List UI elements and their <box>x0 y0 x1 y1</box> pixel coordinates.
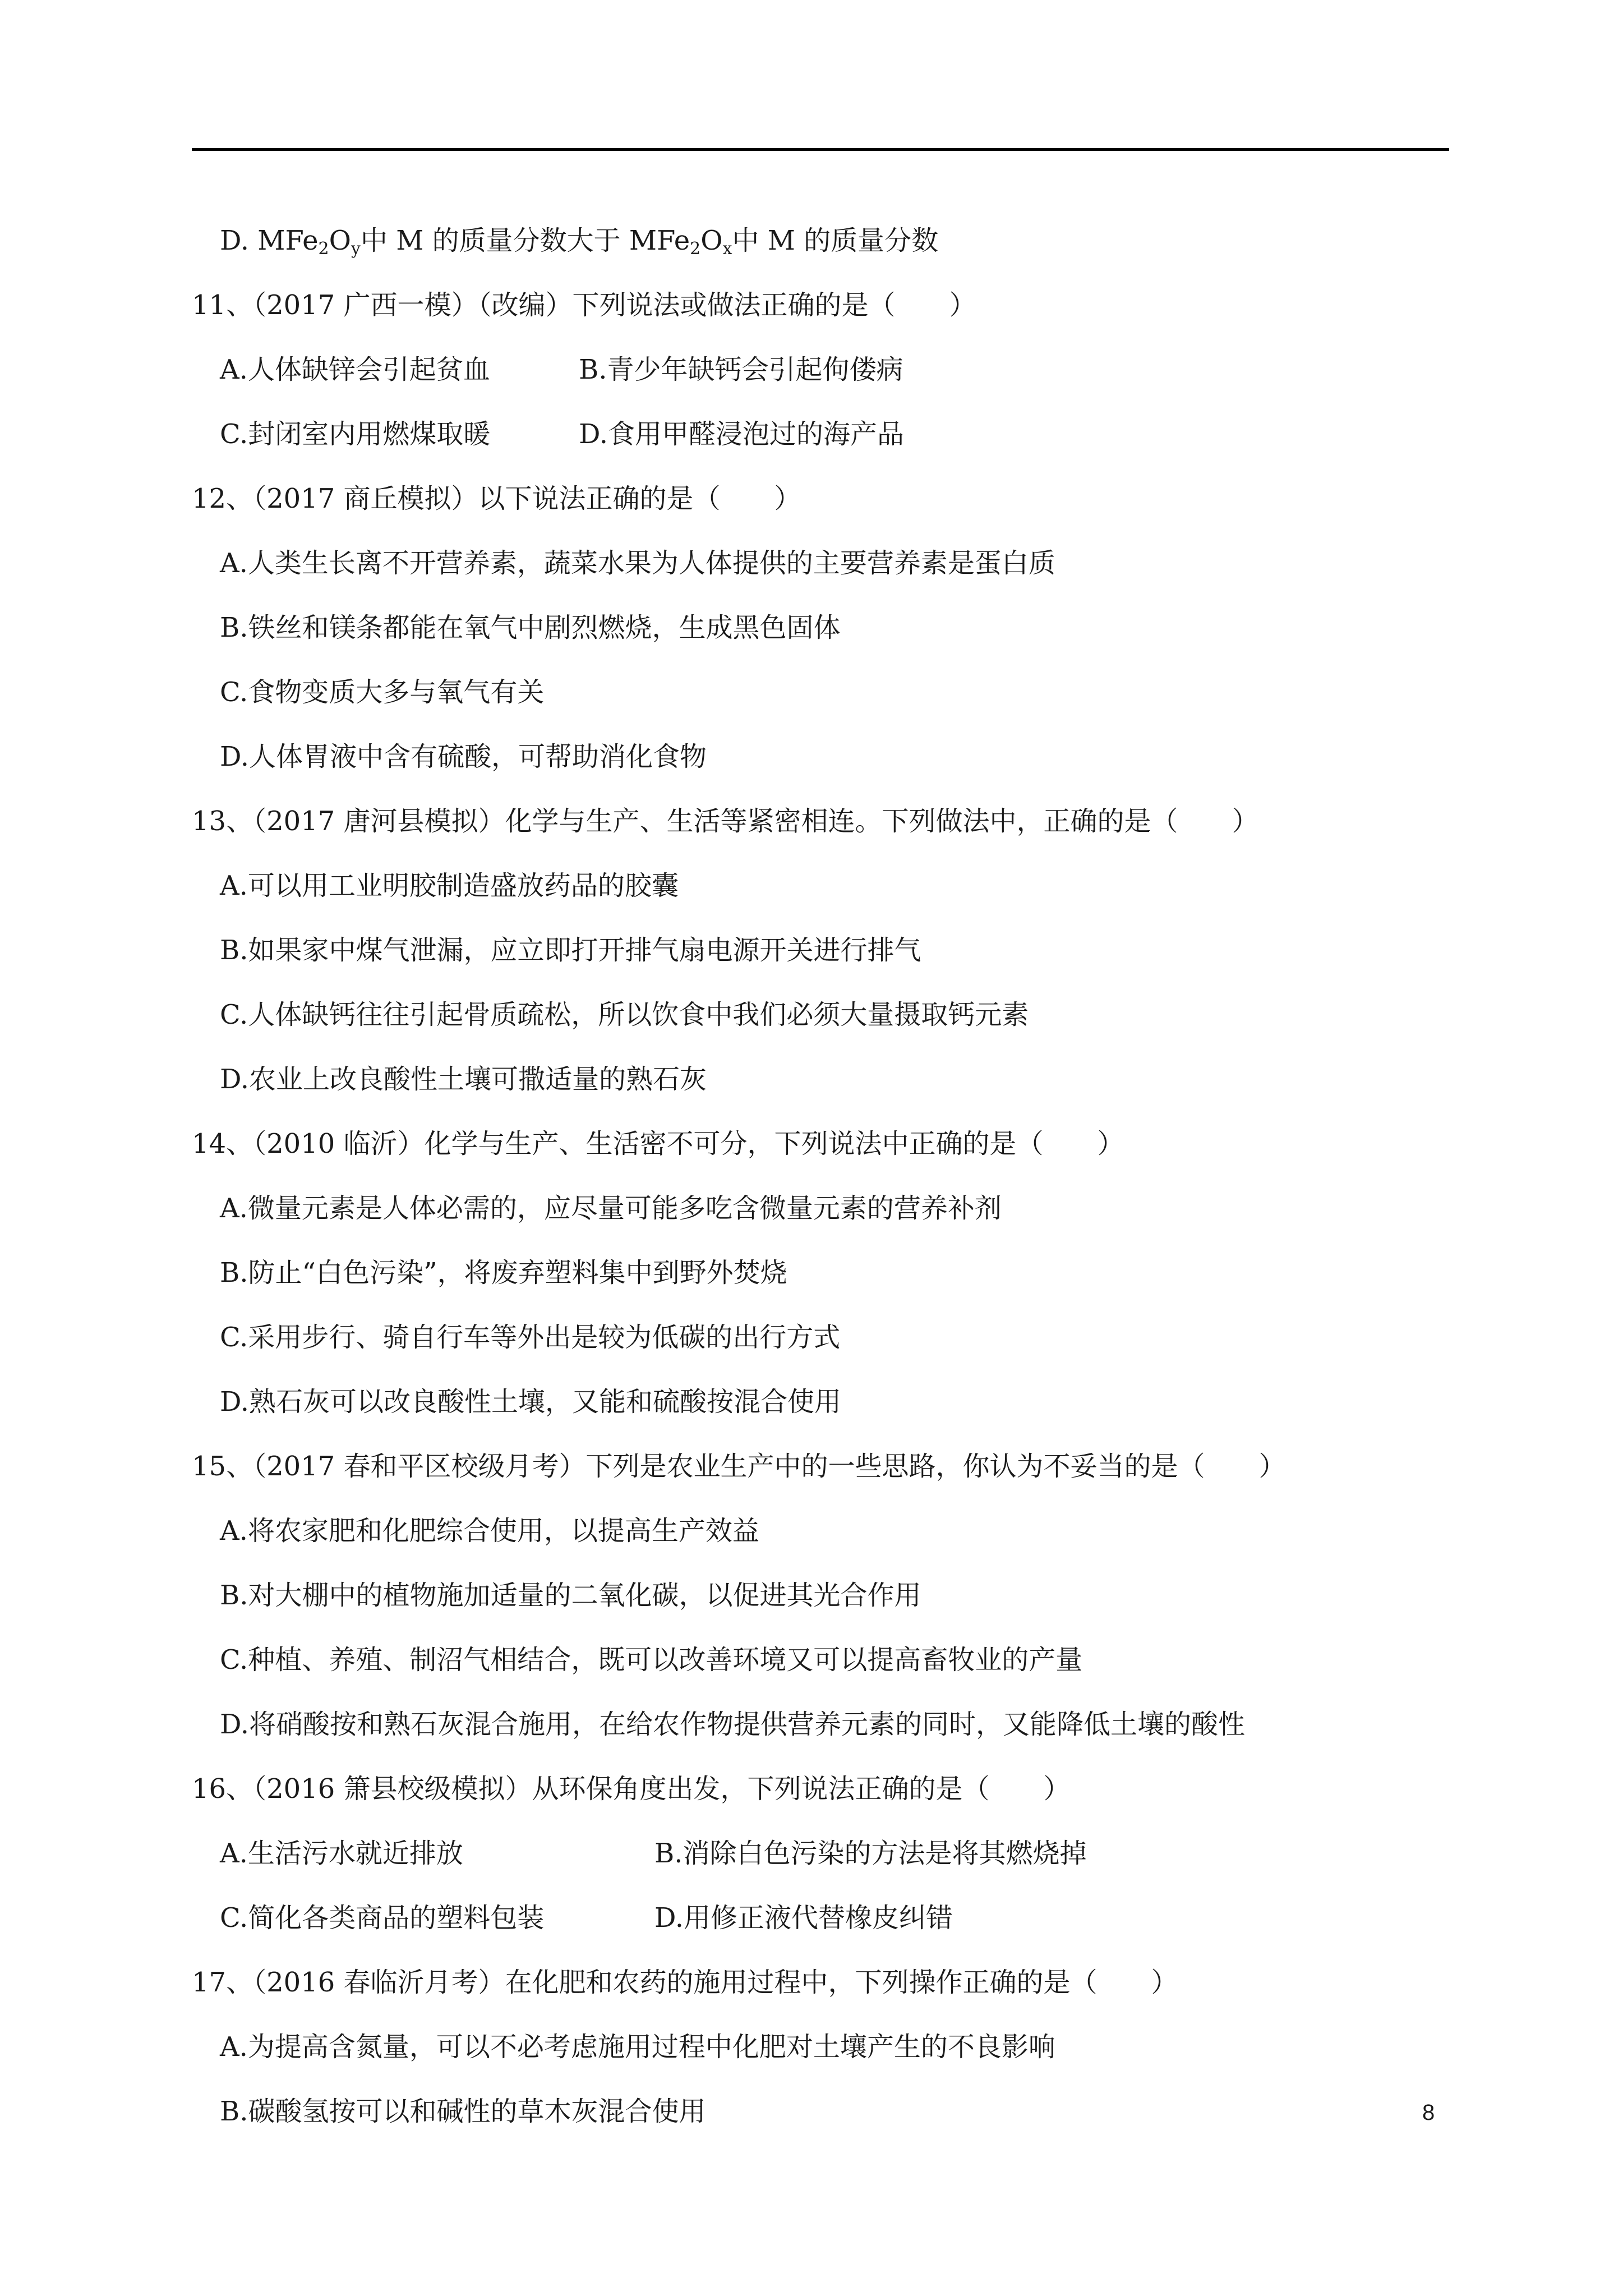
q11-option-c: C.封闭室内用燃煤取暖 <box>220 418 491 450</box>
q11-option-d: D.食用甲醛浸泡过的海产品 <box>579 418 905 450</box>
q16-option-d: D.用修正液代替橡皮纠错 <box>654 1902 953 1934</box>
q14-option-d: D.熟石灰可以改良酸性土壤，又能和硫酸按混合使用 <box>220 1386 842 1418</box>
page-number: 8 <box>1422 2100 1435 2125</box>
q16-option-c: C.简化各类商品的塑料包装 <box>220 1902 545 1934</box>
q16-option-b: B.消除白色污染的方法是将其燃烧掉 <box>654 1838 1087 1869</box>
q14-option-b: B.防止“白色污染”，将废弃塑料集中到野外焚烧 <box>220 1257 787 1289</box>
q12-option-d: D.人体胃液中含有硫酸，可帮助消化食物 <box>220 741 707 772</box>
q12-option-b: B.铁丝和镁条都能在氧气中剧烈燃烧，生成黑色固体 <box>220 612 841 643</box>
q13-option-c: C.人体缺钙往往引起骨质疏松，所以饮食中我们必须大量摄取钙元素 <box>220 999 1029 1030</box>
q14-option-c: C.采用步行、骑自行车等外出是较为低碳的出行方式 <box>220 1322 841 1353</box>
q12-stem: 12、（2017 商丘模拟）以下说法正确的是（ ） <box>192 483 801 514</box>
q15-stem: 15、（2017 春和平区校级月考）下列是农业生产中的一些思路，你认为不妥当的是（ ） <box>192 1451 1286 1482</box>
header-rule <box>192 148 1449 151</box>
q14-stem: 14、（2010 临沂）化学与生产、生活密不可分，下列说法中正确的是（ ） <box>192 1128 1124 1159</box>
q17-option-a: A.为提高含氮量，可以不必考虑施用过程中化肥对土壤产生的不良影响 <box>220 2031 1055 2063</box>
q12-option-a: A.人类生长离不开营养素，蔬菜水果为人体提供的主要营养素是蛋白质 <box>220 547 1055 579</box>
q13-option-b: B.如果家中煤气泄漏，应立即打开排气扇电源开关进行排气 <box>220 935 921 966</box>
q15-option-a: A.将农家肥和化肥综合使用，以提高生产效益 <box>220 1515 759 1547</box>
q15-option-b: B.对大棚中的植物施加适量的二氧化碳，以促进其光合作用 <box>220 1580 921 1611</box>
q16-stem: 16、（2016 箫县校级模拟）从环保角度出发，下列说法正确的是（ ） <box>192 1773 1071 1805</box>
q11-option-a: A.人体缺锌会引起贫血 <box>220 354 490 385</box>
q15-option-d: D.将硝酸按和熟石灰混合施用，在给农作物提供营养元素的同时，又能降低土壤的酸性 <box>220 1709 1246 1740</box>
q11-options-ab <box>192 338 1449 402</box>
question-list <box>192 209 1449 2144</box>
q11-stem: 11、（2017 广西一模）（改编）下列说法或做法正确的是（ ） <box>192 289 976 321</box>
q11-option-b: B.青少年缺钙会引起佝偻病 <box>579 354 903 385</box>
q13-stem: 13、（2017 唐河县模拟）化学与生产、生活等紧密相连。下列做法中，正确的是（ ） <box>192 806 1259 837</box>
q16-options-ab <box>192 1821 1449 1886</box>
q12-option-c: C.食物变质大多与氧气有关 <box>220 677 545 708</box>
q16-option-a: A.生活污水就近排放 <box>220 1838 463 1869</box>
q13-option-d: D.农业上改良酸性土壤可撒适量的熟石灰 <box>220 1064 707 1095</box>
q16-options-cd <box>192 1886 1449 1950</box>
q14-option-a: A.微量元素是人体必需的，应尽量可能多吃含微量元素的营养补剂 <box>220 1193 1002 1224</box>
q11-options-cd <box>192 402 1449 467</box>
q15-option-c: C.种植、养殖、制沼气相结合，既可以改善环境又可以提高畜牧业的产量 <box>220 1644 1083 1676</box>
q10-option-d: D. $MFe_2O_y$中 M 的质量分数大于 $MFe_2O_x$中 M 的质量分数 <box>220 225 939 259</box>
q17-option-b: B.碳酸氢按可以和碱性的草木灰混合使用 <box>220 2096 706 2127</box>
q17-stem: 17、（2016 春临沂月考）在化肥和农药的施用过程中，下列操作正确的是（ ） <box>192 1967 1178 1998</box>
q13-option-a: A.可以用工业明胶制造盛放药品的胶囊 <box>220 870 679 901</box>
